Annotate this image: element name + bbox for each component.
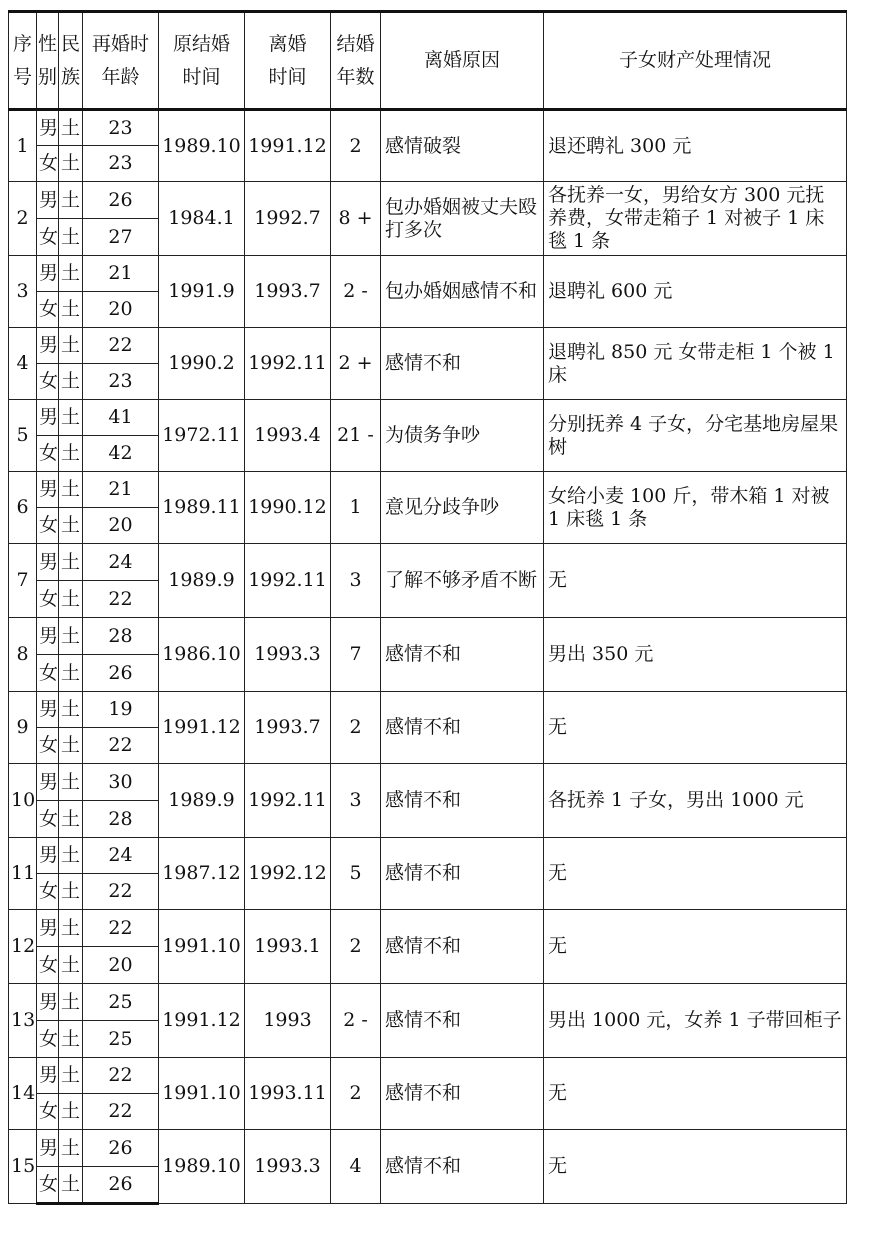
row-index: 3 — [9, 256, 37, 328]
female-age: 42 — [83, 436, 159, 472]
male-age: 24 — [83, 544, 159, 581]
divorce-date: 1992.12 — [245, 838, 331, 910]
female-ethnicity: 土 — [59, 364, 83, 400]
row-index: 4 — [9, 328, 37, 400]
female-age: 23 — [83, 364, 159, 400]
male-ethnicity: 土 — [59, 910, 83, 947]
divorce-reason: 为债务争吵 — [381, 400, 544, 472]
table-row — [9, 182, 847, 219]
female-age: 20 — [83, 292, 159, 328]
original-marriage-date: 1991.12 — [159, 984, 245, 1058]
marriage-years: 7 — [331, 618, 381, 692]
marriage-years: 2 - — [331, 984, 381, 1058]
property-disposition: 无 — [544, 1058, 847, 1130]
divorce-date: 1993.3 — [245, 1130, 331, 1204]
table-row — [9, 400, 847, 436]
marriage-years: 21 - — [331, 400, 381, 472]
property-disposition: 退还聘礼 300 元 — [544, 110, 847, 182]
table-row — [9, 618, 847, 655]
divorce-reason: 意见分歧争吵 — [381, 472, 544, 544]
female-age: 22 — [83, 874, 159, 910]
property-disposition: 无 — [544, 544, 847, 618]
male-sex: 男 — [37, 472, 59, 508]
male-ethnicity: 土 — [59, 182, 83, 219]
table-row — [9, 328, 847, 364]
female-sex: 女 — [37, 581, 59, 618]
header-ethnicity: 民 族 — [59, 12, 83, 110]
male-sex: 男 — [37, 618, 59, 655]
header-row — [9, 12, 847, 110]
female-ethnicity: 土 — [59, 508, 83, 544]
female-ethnicity: 土 — [59, 801, 83, 838]
original-marriage-date: 1989.9 — [159, 544, 245, 618]
male-ethnicity: 土 — [59, 618, 83, 655]
divorce-reason: 感情不和 — [381, 692, 544, 764]
marriage-years: 2 - — [331, 256, 381, 328]
property-disposition: 各抚养一女，男给女方 300 元抚养费，女带走箱子 1 对被子 1 床毯 1 条 — [544, 182, 847, 256]
male-age: 26 — [83, 182, 159, 219]
record-body — [9, 110, 847, 1204]
table-row — [9, 544, 847, 581]
male-age: 25 — [83, 984, 159, 1021]
header-sex: 性 别 — [37, 12, 59, 110]
property-disposition: 无 — [544, 838, 847, 910]
female-sex: 女 — [37, 436, 59, 472]
property-disposition: 无 — [544, 692, 847, 764]
table-row — [9, 692, 847, 728]
female-ethnicity: 土 — [59, 581, 83, 618]
male-ethnicity: 土 — [59, 838, 83, 874]
male-ethnicity: 土 — [59, 764, 83, 801]
header-remarriage-age: 再婚时 年龄 — [83, 12, 159, 110]
divorce-reason: 感情破裂 — [381, 110, 544, 182]
divorce-date: 1993.3 — [245, 618, 331, 692]
male-ethnicity: 土 — [59, 400, 83, 436]
property-disposition: 各抚养 1 子女，男出 1000 元 — [544, 764, 847, 838]
row-index: 2 — [9, 182, 37, 256]
table-row — [9, 1130, 847, 1167]
female-ethnicity: 土 — [59, 655, 83, 692]
row-index: 7 — [9, 544, 37, 618]
male-sex: 男 — [37, 910, 59, 947]
marriage-years: 2 — [331, 1058, 381, 1130]
female-ethnicity: 土 — [59, 728, 83, 764]
header-index: 序 号 — [9, 12, 37, 110]
original-marriage-date: 1989.10 — [159, 1130, 245, 1204]
male-sex: 男 — [37, 400, 59, 436]
female-age: 25 — [83, 1021, 159, 1058]
female-sex: 女 — [37, 801, 59, 838]
male-ethnicity: 土 — [59, 328, 83, 364]
original-marriage-date: 1986.10 — [159, 618, 245, 692]
male-ethnicity: 土 — [59, 692, 83, 728]
female-age: 22 — [83, 728, 159, 764]
male-age: 21 — [83, 472, 159, 508]
female-sex: 女 — [37, 655, 59, 692]
male-age: 22 — [83, 910, 159, 947]
marriage-years: 1 — [331, 472, 381, 544]
female-sex: 女 — [37, 219, 59, 256]
divorce-date: 1993.7 — [245, 692, 331, 764]
female-age: 22 — [83, 581, 159, 618]
original-marriage-date: 1989.10 — [159, 110, 245, 182]
original-marriage-date: 1991.9 — [159, 256, 245, 328]
male-age: 24 — [83, 838, 159, 874]
female-ethnicity: 土 — [59, 874, 83, 910]
table-row — [9, 1058, 847, 1094]
marriage-years: 8 + — [331, 182, 381, 256]
original-marriage-date: 1984.1 — [159, 182, 245, 256]
property-disposition: 无 — [544, 910, 847, 984]
male-ethnicity: 土 — [59, 544, 83, 581]
marriage-years: 2 — [331, 110, 381, 182]
male-age: 41 — [83, 400, 159, 436]
divorce-reason: 包办婚姻被丈夫殴打多次 — [381, 182, 544, 256]
marriage-years: 4 — [331, 1130, 381, 1204]
divorce-reason: 感情不和 — [381, 1130, 544, 1204]
original-marriage-date: 1991.10 — [159, 1058, 245, 1130]
male-sex: 男 — [37, 256, 59, 292]
male-age: 21 — [83, 256, 159, 292]
male-sex: 男 — [37, 1058, 59, 1094]
property-disposition: 无 — [544, 1130, 847, 1204]
female-sex: 女 — [37, 947, 59, 984]
divorce-date: 1993 — [245, 984, 331, 1058]
male-age: 22 — [83, 328, 159, 364]
male-sex: 男 — [37, 838, 59, 874]
female-ethnicity: 土 — [59, 947, 83, 984]
row-index: 5 — [9, 400, 37, 472]
original-marriage-date: 1987.12 — [159, 838, 245, 910]
marriage-years: 3 — [331, 544, 381, 618]
header-property-disposition: 子女财产处理情况 — [544, 12, 847, 110]
male-age: 28 — [83, 618, 159, 655]
male-sex: 男 — [37, 984, 59, 1021]
row-index: 9 — [9, 692, 37, 764]
male-sex: 男 — [37, 328, 59, 364]
male-sex: 男 — [37, 182, 59, 219]
original-marriage-date: 1972.11 — [159, 400, 245, 472]
table-row — [9, 110, 847, 146]
male-ethnicity: 土 — [59, 256, 83, 292]
male-age: 19 — [83, 692, 159, 728]
table-row — [9, 764, 847, 801]
divorce-date: 1993.4 — [245, 400, 331, 472]
divorce-reason: 感情不和 — [381, 838, 544, 910]
female-ethnicity: 土 — [59, 1021, 83, 1058]
table-row — [9, 256, 847, 292]
marriage-years: 2 — [331, 910, 381, 984]
divorce-reason: 了解不够矛盾不断 — [381, 544, 544, 618]
divorce-date: 1992.11 — [245, 764, 331, 838]
female-age: 27 — [83, 219, 159, 256]
male-sex: 男 — [37, 1130, 59, 1167]
female-sex: 女 — [37, 364, 59, 400]
female-sex: 女 — [37, 874, 59, 910]
divorce-reason: 感情不和 — [381, 618, 544, 692]
marriage-years: 5 — [331, 838, 381, 910]
divorce-reason: 包办婚姻感情不和 — [381, 256, 544, 328]
table-row — [9, 910, 847, 947]
female-ethnicity: 土 — [59, 1167, 83, 1204]
male-age: 30 — [83, 764, 159, 801]
property-disposition: 男出 350 元 — [544, 618, 847, 692]
male-sex: 男 — [37, 692, 59, 728]
female-ethnicity: 土 — [59, 146, 83, 182]
header-divorce-date: 离婚 时间 — [245, 12, 331, 110]
marriage-years: 3 — [331, 764, 381, 838]
divorce-reason: 感情不和 — [381, 328, 544, 400]
female-age: 26 — [83, 655, 159, 692]
original-marriage-date: 1989.11 — [159, 472, 245, 544]
original-marriage-date: 1991.12 — [159, 692, 245, 764]
row-index: 14 — [9, 1058, 37, 1130]
female-sex: 女 — [37, 728, 59, 764]
divorce-date: 1992.7 — [245, 182, 331, 256]
female-sex: 女 — [37, 1167, 59, 1204]
female-sex: 女 — [37, 146, 59, 182]
male-ethnicity: 土 — [59, 1058, 83, 1094]
header-marriage-years: 结婚 年数 — [331, 12, 381, 110]
divorce-date: 1993.7 — [245, 256, 331, 328]
male-sex: 男 — [37, 110, 59, 146]
row-index: 15 — [9, 1130, 37, 1204]
female-age: 22 — [83, 1094, 159, 1130]
row-index: 8 — [9, 618, 37, 692]
male-ethnicity: 土 — [59, 472, 83, 508]
property-disposition: 女给小麦 100 斤，带木箱 1 对被 1 床毯 1 条 — [544, 472, 847, 544]
row-index: 10 — [9, 764, 37, 838]
female-ethnicity: 土 — [59, 436, 83, 472]
female-ethnicity: 土 — [59, 292, 83, 328]
row-index: 13 — [9, 984, 37, 1058]
table-row — [9, 984, 847, 1021]
property-disposition: 退聘礼 600 元 — [544, 256, 847, 328]
property-disposition: 分别抚养 4 子女，分宅基地房屋果树 — [544, 400, 847, 472]
divorce-date: 1991.12 — [245, 110, 331, 182]
marriage-years: 2 + — [331, 328, 381, 400]
male-sex: 男 — [37, 764, 59, 801]
male-ethnicity: 土 — [59, 984, 83, 1021]
female-age: 20 — [83, 947, 159, 984]
female-age: 28 — [83, 801, 159, 838]
female-ethnicity: 土 — [59, 1094, 83, 1130]
row-index: 11 — [9, 838, 37, 910]
remarriage-record-table — [8, 10, 847, 1205]
male-ethnicity: 土 — [59, 1130, 83, 1167]
female-sex: 女 — [37, 508, 59, 544]
header-divorce-reason: 离婚原因 — [381, 12, 544, 110]
divorce-reason: 感情不和 — [381, 1058, 544, 1130]
female-age: 23 — [83, 146, 159, 182]
male-age: 22 — [83, 1058, 159, 1094]
female-sex: 女 — [37, 1094, 59, 1130]
table-row — [9, 838, 847, 874]
header-original-marriage-date: 原结婚 时间 — [159, 12, 245, 110]
female-ethnicity: 土 — [59, 219, 83, 256]
divorce-date: 1992.11 — [245, 544, 331, 618]
table-row — [9, 472, 847, 508]
row-index: 1 — [9, 110, 37, 182]
row-index: 12 — [9, 910, 37, 984]
male-sex: 男 — [37, 544, 59, 581]
divorce-reason: 感情不和 — [381, 910, 544, 984]
divorce-date: 1990.12 — [245, 472, 331, 544]
divorce-date: 1993.1 — [245, 910, 331, 984]
female-sex: 女 — [37, 292, 59, 328]
female-sex: 女 — [37, 1021, 59, 1058]
property-disposition: 退聘礼 850 元 女带走柜 1 个被 1 床 — [544, 328, 847, 400]
original-marriage-date: 1989.9 — [159, 764, 245, 838]
divorce-reason: 感情不和 — [381, 764, 544, 838]
divorce-date: 1993.11 — [245, 1058, 331, 1130]
original-marriage-date: 1990.2 — [159, 328, 245, 400]
marriage-years: 2 — [331, 692, 381, 764]
male-age: 26 — [83, 1130, 159, 1167]
male-age: 23 — [83, 110, 159, 146]
male-ethnicity: 土 — [59, 110, 83, 146]
original-marriage-date: 1991.10 — [159, 910, 245, 984]
property-disposition: 男出 1000 元，女养 1 子带回柜子 — [544, 984, 847, 1058]
divorce-date: 1992.11 — [245, 328, 331, 400]
female-age: 20 — [83, 508, 159, 544]
divorce-reason: 感情不和 — [381, 984, 544, 1058]
female-age: 26 — [83, 1167, 159, 1204]
row-index: 6 — [9, 472, 37, 544]
